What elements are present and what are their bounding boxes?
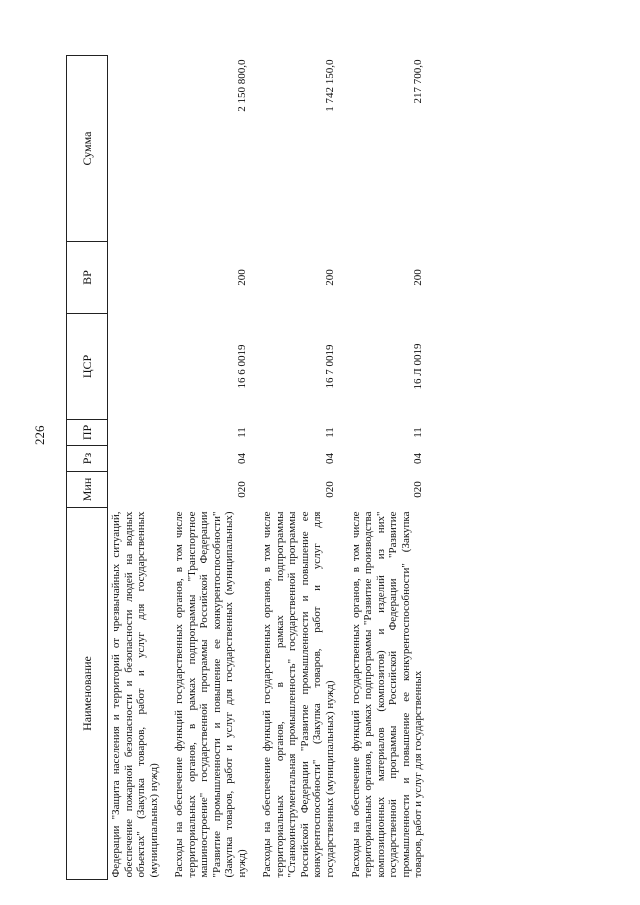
row-name: Федерации "Защита населения и территорий от чрезвычайных ситуаций, обеспечение пожарной безопасности и безопасности людей на водных объектах" (Закупка товаров, работ и услуг для государственных (муниципальных) нужд) [110,511,160,878]
row-pr: 11 [235,427,248,438]
row-name: Расходы на обеспечение функций государственных органов, в том числе территориальных органов, в рамках подпрограммы "Транспортное машиностроение" государственной программы Российской Федерации "Развитие промышленности и повышение ее конкурентоспособности" (Закупка товаров, работ и услуг для государственных (муниципальных) нужд) [173,511,248,878]
row-rz: 04 [412,453,425,464]
header-name: Наименование [67,508,108,880]
row-csr: 16 Л 0019 [412,343,425,390]
row-sum: 1 742 150,0 [323,59,336,112]
row-min: 020 [323,481,336,498]
row-rz [108,446,171,472]
row-sum: 2 150 800,0 [235,59,248,112]
header-pr: ПР [67,420,108,446]
header-rz: Рз [67,446,108,472]
budget-table [66,55,435,880]
row-min: 020 [412,481,425,498]
row-vr: 200 [235,269,248,286]
row-pr [108,420,171,446]
header-min: Мин [67,472,108,508]
row-name: Расходы на обеспечение функций государственных органов, в том числе территориальных органов, в рамках подпрограммы "Развитие производства композиционных материалов (композитов) и изделий из них" государственной программы Российской Федерации "Развитие промышленности и повышение ее конкурентоспособности" (Закупка товаров, работ и услуг для государственных [349,511,425,878]
row-vr: 200 [412,269,425,286]
row-csr: 16 7 0019 [323,344,336,389]
row-name: Расходы на обеспечение функций государственных органов, в том числе территориальных органов, в рамках подпрограммы "Станкоинструментальная промышленность" государственной программы Российской Федерации "Развитие промышленности и повышение ее конкурентоспособности" (Закупка товаров, работ и услуг для государственных (муниципальных) нужд) [261,511,336,878]
row-sum [108,56,171,242]
table-row [347,56,435,880]
table-row [108,56,171,880]
row-min: 020 [235,481,248,498]
row-rz: 04 [323,453,336,464]
row-min [108,472,171,508]
row-vr [108,242,171,314]
row-csr: 16 6 0019 [235,344,248,389]
row-rz: 04 [235,453,248,464]
table-header-row [67,56,108,880]
table-row [258,56,346,880]
row-pr: 11 [412,427,425,438]
header-sum: Сумма [67,56,108,242]
table-row [170,56,258,880]
row-sum: 217 700,0 [412,59,425,104]
page-number: 226 [32,425,47,445]
row-vr: 200 [323,269,336,286]
rotated-page-content [66,56,586,880]
row-pr: 11 [323,427,336,438]
row-csr [108,314,171,420]
header-csr: ЦСР [67,314,108,420]
header-vr: ВР [67,242,108,314]
